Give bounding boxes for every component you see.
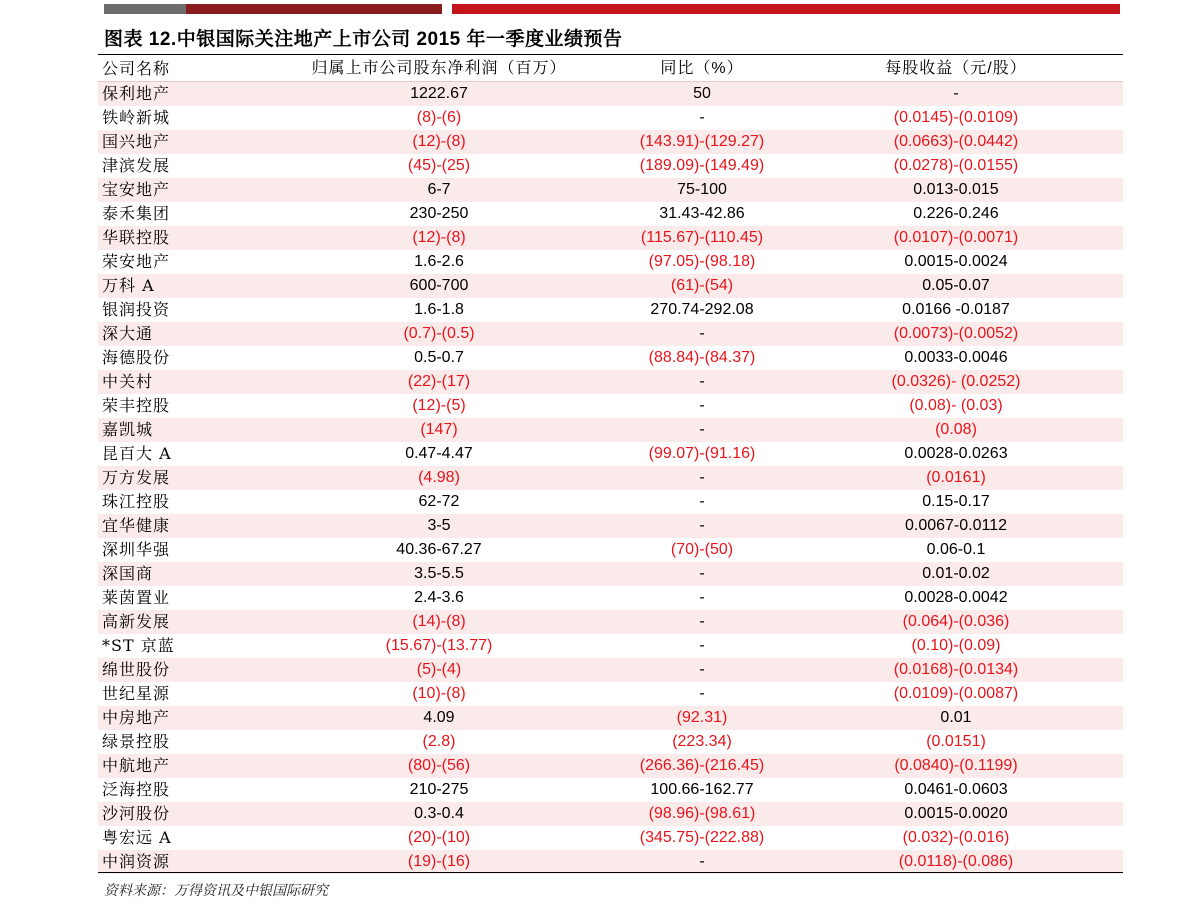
company-cell: 铁岭新城	[98, 106, 263, 130]
eps-cell: 0.0028-0.0263	[789, 442, 1123, 466]
header-yoy: 同比（%）	[615, 57, 789, 82]
company-cell: 荣安地产	[98, 250, 263, 274]
company-cell: 中房地产	[98, 706, 263, 730]
company-cell: 荣丰控股	[98, 394, 263, 418]
table-row	[98, 106, 1123, 130]
eps-cell: 0.226-0.246	[789, 202, 1123, 226]
company-cell: 世纪星源	[98, 682, 263, 706]
eps-cell: (0.0109)-(0.0087)	[789, 682, 1123, 706]
net-profit-cell: (20)-(10)	[263, 826, 615, 850]
company-cell: 国兴地产	[98, 130, 263, 154]
yoy-cell: (266.36)-(216.45)	[615, 754, 789, 778]
yoy-cell: -	[615, 394, 789, 418]
table-row	[98, 586, 1123, 610]
yoy-cell: -	[615, 850, 789, 874]
net-profit-cell: (10)-(8)	[263, 682, 615, 706]
table-row	[98, 418, 1123, 442]
net-profit-cell: 1.6-1.8	[263, 298, 615, 322]
net-profit-cell: (19)-(16)	[263, 850, 615, 874]
table-row	[98, 154, 1123, 178]
eps-cell: 0.0015-0.0020	[789, 802, 1123, 826]
net-profit-cell: 1.6-2.6	[263, 250, 615, 274]
header-company: 公司名称	[98, 57, 263, 82]
company-cell: 泰禾集团	[98, 202, 263, 226]
company-cell: 宝安地产	[98, 178, 263, 202]
net-profit-cell: (14)-(8)	[263, 610, 615, 634]
yoy-cell: -	[615, 610, 789, 634]
yoy-cell: -	[615, 562, 789, 586]
company-cell: 珠江控股	[98, 490, 263, 514]
company-cell: 保利地产	[98, 82, 263, 107]
company-cell: *ST 京蓝	[98, 634, 263, 658]
yoy-cell: -	[615, 106, 789, 130]
eps-cell: 0.0028-0.0042	[789, 586, 1123, 610]
net-profit-cell: (8)-(6)	[263, 106, 615, 130]
eps-cell: (0.0840)-(0.1199)	[789, 754, 1123, 778]
table-row	[98, 394, 1123, 418]
net-profit-cell: 210-275	[263, 778, 615, 802]
yoy-cell: (97.05)-(98.18)	[615, 250, 789, 274]
company-cell: 中关村	[98, 370, 263, 394]
net-profit-cell: (147)	[263, 418, 615, 442]
net-profit-cell: 600-700	[263, 274, 615, 298]
company-cell: 深大通	[98, 322, 263, 346]
table-row	[98, 826, 1123, 850]
net-profit-cell: (2.8)	[263, 730, 615, 754]
table-row	[98, 490, 1123, 514]
source-note: 资料来源：万得资讯及中银国际研究	[104, 883, 328, 899]
net-profit-cell: (45)-(25)	[263, 154, 615, 178]
net-profit-cell: (12)-(5)	[263, 394, 615, 418]
eps-cell: 0.15-0.17	[789, 490, 1123, 514]
eps-cell: (0.0145)-(0.0109)	[789, 106, 1123, 130]
eps-cell: (0.10)-(0.09)	[789, 634, 1123, 658]
company-cell: 海德股份	[98, 346, 263, 370]
eps-cell: 0.0166 -0.0187	[789, 298, 1123, 322]
net-profit-cell: (80)-(56)	[263, 754, 615, 778]
yoy-cell: (70)-(50)	[615, 538, 789, 562]
yoy-cell: (92.31)	[615, 706, 789, 730]
net-profit-cell: 2.4-3.6	[263, 586, 615, 610]
yoy-cell: -	[615, 490, 789, 514]
eps-cell: (0.0161)	[789, 466, 1123, 490]
table-row	[98, 250, 1123, 274]
top-bar-red-segment	[452, 4, 1120, 14]
eps-cell: 0.01-0.02	[789, 562, 1123, 586]
company-cell: 绿景控股	[98, 730, 263, 754]
yoy-cell: (61)-(54)	[615, 274, 789, 298]
eps-cell: (0.0107)-(0.0071)	[789, 226, 1123, 250]
table-row	[98, 442, 1123, 466]
eps-cell: (0.08)- (0.03)	[789, 394, 1123, 418]
net-profit-cell: 230-250	[263, 202, 615, 226]
eps-cell: 0.05-0.07	[789, 274, 1123, 298]
table-row	[98, 346, 1123, 370]
company-cell: 津滨发展	[98, 154, 263, 178]
net-profit-cell: (0.7)-(0.5)	[263, 322, 615, 346]
net-profit-cell: 4.09	[263, 706, 615, 730]
table-row	[98, 130, 1123, 154]
company-cell: 绵世股份	[98, 658, 263, 682]
eps-cell: (0.0151)	[789, 730, 1123, 754]
table-row	[98, 850, 1123, 874]
table-row	[98, 634, 1123, 658]
table-body	[98, 82, 1123, 875]
company-cell: 宜华健康	[98, 514, 263, 538]
yoy-cell: -	[615, 682, 789, 706]
company-cell: 高新发展	[98, 610, 263, 634]
net-profit-cell: 0.3-0.4	[263, 802, 615, 826]
yoy-cell: (99.07)-(91.16)	[615, 442, 789, 466]
table-row	[98, 538, 1123, 562]
yoy-cell: -	[615, 322, 789, 346]
yoy-cell: -	[615, 586, 789, 610]
company-cell: 嘉凯城	[98, 418, 263, 442]
table-header-row	[98, 57, 1123, 82]
yoy-cell: (98.96)-(98.61)	[615, 802, 789, 826]
yoy-cell: -	[615, 514, 789, 538]
net-profit-cell: (12)-(8)	[263, 226, 615, 250]
yoy-cell: 31.43-42.86	[615, 202, 789, 226]
company-cell: 昆百大 A	[98, 442, 263, 466]
company-cell: 沙河股份	[98, 802, 263, 826]
yoy-cell: -	[615, 418, 789, 442]
net-profit-cell: 0.5-0.7	[263, 346, 615, 370]
company-cell: 莱茵置业	[98, 586, 263, 610]
yoy-cell: (143.91)-(129.27)	[615, 130, 789, 154]
eps-cell: (0.0278)-(0.0155)	[789, 154, 1123, 178]
company-cell: 中润资源	[98, 850, 263, 874]
table-row	[98, 730, 1123, 754]
top-color-bar	[104, 4, 1120, 14]
yoy-cell: 50	[615, 82, 789, 107]
company-cell: 深圳华强	[98, 538, 263, 562]
net-profit-cell: 0.47-4.47	[263, 442, 615, 466]
yoy-cell: (345.75)-(222.88)	[615, 826, 789, 850]
table-row	[98, 82, 1123, 107]
eps-cell: (0.08)	[789, 418, 1123, 442]
table-row	[98, 226, 1123, 250]
eps-cell: 0.0461-0.0603	[789, 778, 1123, 802]
company-cell: 中航地产	[98, 754, 263, 778]
eps-cell: 0.0033-0.0046	[789, 346, 1123, 370]
eps-cell: 0.013-0.015	[789, 178, 1123, 202]
eps-cell: (0.064)-(0.036)	[789, 610, 1123, 634]
yoy-cell: -	[615, 658, 789, 682]
company-cell: 深国商	[98, 562, 263, 586]
eps-cell: 0.0067-0.0112	[789, 514, 1123, 538]
table-row	[98, 178, 1123, 202]
net-profit-cell: (12)-(8)	[263, 130, 615, 154]
eps-cell: (0.032)-(0.016)	[789, 826, 1123, 850]
table-row	[98, 706, 1123, 730]
eps-cell: 0.06-0.1	[789, 538, 1123, 562]
company-cell: 银润投资	[98, 298, 263, 322]
table-row	[98, 658, 1123, 682]
top-bar-gap	[442, 4, 452, 14]
yoy-cell: (223.34)	[615, 730, 789, 754]
eps-cell: -	[789, 82, 1123, 107]
table-row	[98, 466, 1123, 490]
eps-cell: (0.0326)- (0.0252)	[789, 370, 1123, 394]
eps-cell: (0.0663)-(0.0442)	[789, 130, 1123, 154]
table-row	[98, 514, 1123, 538]
yoy-cell: 100.66-162.77	[615, 778, 789, 802]
yoy-cell: 75-100	[615, 178, 789, 202]
eps-cell: 0.01	[789, 706, 1123, 730]
net-profit-cell: 3-5	[263, 514, 615, 538]
table-row	[98, 610, 1123, 634]
yoy-cell: (189.09)-(149.49)	[615, 154, 789, 178]
company-cell: 万科 A	[98, 274, 263, 298]
net-profit-cell: (5)-(4)	[263, 658, 615, 682]
net-profit-cell: (4.98)	[263, 466, 615, 490]
yoy-cell: (88.84)-(84.37)	[615, 346, 789, 370]
top-rule	[98, 54, 1123, 55]
bottom-rule	[98, 872, 1123, 873]
net-profit-cell: 40.36-67.27	[263, 538, 615, 562]
yoy-cell: -	[615, 466, 789, 490]
top-bar-darkred-segment	[186, 4, 442, 14]
company-cell: 泛海控股	[98, 778, 263, 802]
net-profit-cell: (15.67)-(13.77)	[263, 634, 615, 658]
eps-cell: (0.0168)-(0.0134)	[789, 658, 1123, 682]
eps-cell: 0.0015-0.0024	[789, 250, 1123, 274]
company-cell: 万方发展	[98, 466, 263, 490]
net-profit-cell: 62-72	[263, 490, 615, 514]
table-row	[98, 778, 1123, 802]
figure-title: 图表 12.中银国际关注地产上市公司 2015 年一季度业绩预告	[104, 29, 623, 50]
header-eps: 每股收益（元/股）	[789, 57, 1123, 82]
table-row	[98, 274, 1123, 298]
table-row	[98, 202, 1123, 226]
company-cell: 粤宏远 A	[98, 826, 263, 850]
table-row	[98, 298, 1123, 322]
yoy-cell: 270.74-292.08	[615, 298, 789, 322]
net-profit-cell: (22)-(17)	[263, 370, 615, 394]
top-bar-grey-segment	[104, 4, 186, 14]
net-profit-cell: 6-7	[263, 178, 615, 202]
net-profit-cell: 1222.67	[263, 82, 615, 107]
yoy-cell: -	[615, 370, 789, 394]
table-row	[98, 562, 1123, 586]
header-net-profit: 归属上市公司股东净利润（百万）	[263, 57, 615, 82]
company-cell: 华联控股	[98, 226, 263, 250]
yoy-cell: (115.67)-(110.45)	[615, 226, 789, 250]
eps-cell: (0.0118)-(0.086)	[789, 850, 1123, 874]
net-profit-cell: 3.5-5.5	[263, 562, 615, 586]
table-row	[98, 322, 1123, 346]
table-row	[98, 682, 1123, 706]
eps-cell: (0.0073)-(0.0052)	[789, 322, 1123, 346]
earnings-table	[98, 57, 1123, 874]
table-row	[98, 754, 1123, 778]
table-row	[98, 802, 1123, 826]
table-row	[98, 370, 1123, 394]
yoy-cell: -	[615, 634, 789, 658]
